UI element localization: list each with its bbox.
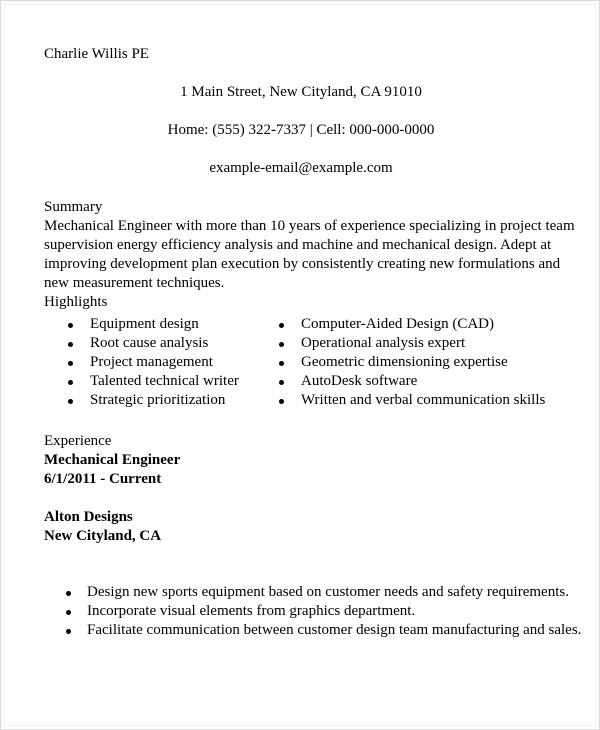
bullet-icon bbox=[279, 361, 284, 366]
highlight-item bbox=[90, 315, 239, 334]
highlight-text: Talented technical writer bbox=[90, 373, 239, 389]
highlight-item bbox=[301, 315, 545, 334]
job-dates: 6/1/2011 - Current bbox=[44, 471, 162, 487]
company-name: Alton Designs bbox=[44, 509, 133, 525]
highlight-text: Strategic prioritization bbox=[90, 392, 226, 408]
highlight-item bbox=[301, 353, 545, 372]
address: 1 Main Street, New Cityland, CA 91010 bbox=[180, 84, 422, 100]
highlights-list-right bbox=[301, 315, 545, 410]
candidate-name: Charlie Willis PE bbox=[44, 46, 149, 62]
phone-numbers: Home: (555) 322-7337 | Cell: 000-000-0000 bbox=[167, 122, 435, 138]
bullet-icon bbox=[66, 610, 71, 615]
bullet-icon bbox=[68, 380, 73, 385]
job-title: Mechanical Engineer bbox=[44, 452, 181, 468]
highlight-text: Geometric dimensioning expertise bbox=[301, 354, 508, 370]
highlight-item bbox=[301, 334, 545, 353]
highlight-text: AutoDesk software bbox=[301, 373, 418, 389]
bullet-icon bbox=[68, 361, 73, 366]
job-duties-list bbox=[87, 583, 581, 640]
company-location: New Cityland, CA bbox=[44, 528, 162, 544]
highlights-heading: Highlights bbox=[44, 294, 108, 310]
duty-text: Design new sports equipment based on customer needs and safety requirements. bbox=[87, 584, 569, 600]
highlight-text: Equipment design bbox=[90, 316, 199, 332]
summary-heading: Summary bbox=[44, 199, 103, 215]
highlight-item bbox=[90, 391, 239, 410]
bullet-icon bbox=[66, 591, 71, 596]
duty-item bbox=[87, 621, 581, 640]
bullet-icon bbox=[279, 380, 284, 385]
duty-text: Incorporate visual elements from graphics department. bbox=[87, 603, 416, 619]
highlight-item bbox=[301, 391, 545, 410]
bullet-icon bbox=[68, 342, 73, 347]
bullet-icon bbox=[279, 323, 284, 328]
bullet-icon bbox=[279, 342, 284, 347]
summary-line: supervision energy efficiency analysis and machine and mechanical design. Adept at bbox=[44, 237, 552, 253]
bullet-icon bbox=[68, 399, 73, 404]
duty-text: Facilitate communication between customer design team manufacturing and sales. bbox=[87, 622, 582, 638]
highlight-text: Root cause analysis bbox=[90, 335, 209, 351]
bullet-icon bbox=[66, 629, 71, 634]
highlight-text: Project management bbox=[90, 354, 213, 370]
summary-line: improving development plan execution by consistently creating new formulations and bbox=[44, 256, 561, 272]
highlight-item bbox=[90, 353, 239, 372]
highlights-list-left bbox=[90, 315, 239, 410]
email: example-email@example.com bbox=[209, 160, 393, 176]
highlight-item bbox=[301, 372, 545, 391]
highlight-text: Operational analysis expert bbox=[301, 335, 466, 351]
duty-item bbox=[87, 583, 581, 602]
summary-line: new measurement techniques. bbox=[44, 275, 225, 291]
highlight-text: Written and verbal communication skills bbox=[301, 392, 546, 408]
highlight-item bbox=[90, 334, 239, 353]
highlight-text: Computer-Aided Design (CAD) bbox=[301, 316, 495, 332]
bullet-icon bbox=[279, 399, 284, 404]
duty-item bbox=[87, 602, 581, 621]
summary-paragraph bbox=[44, 217, 575, 293]
bullet-icon bbox=[68, 323, 73, 328]
summary-line: Mechanical Engineer with more than 10 years of experience specializing in project team bbox=[44, 218, 575, 234]
experience-heading: Experience bbox=[44, 433, 112, 449]
highlight-item bbox=[90, 372, 239, 391]
